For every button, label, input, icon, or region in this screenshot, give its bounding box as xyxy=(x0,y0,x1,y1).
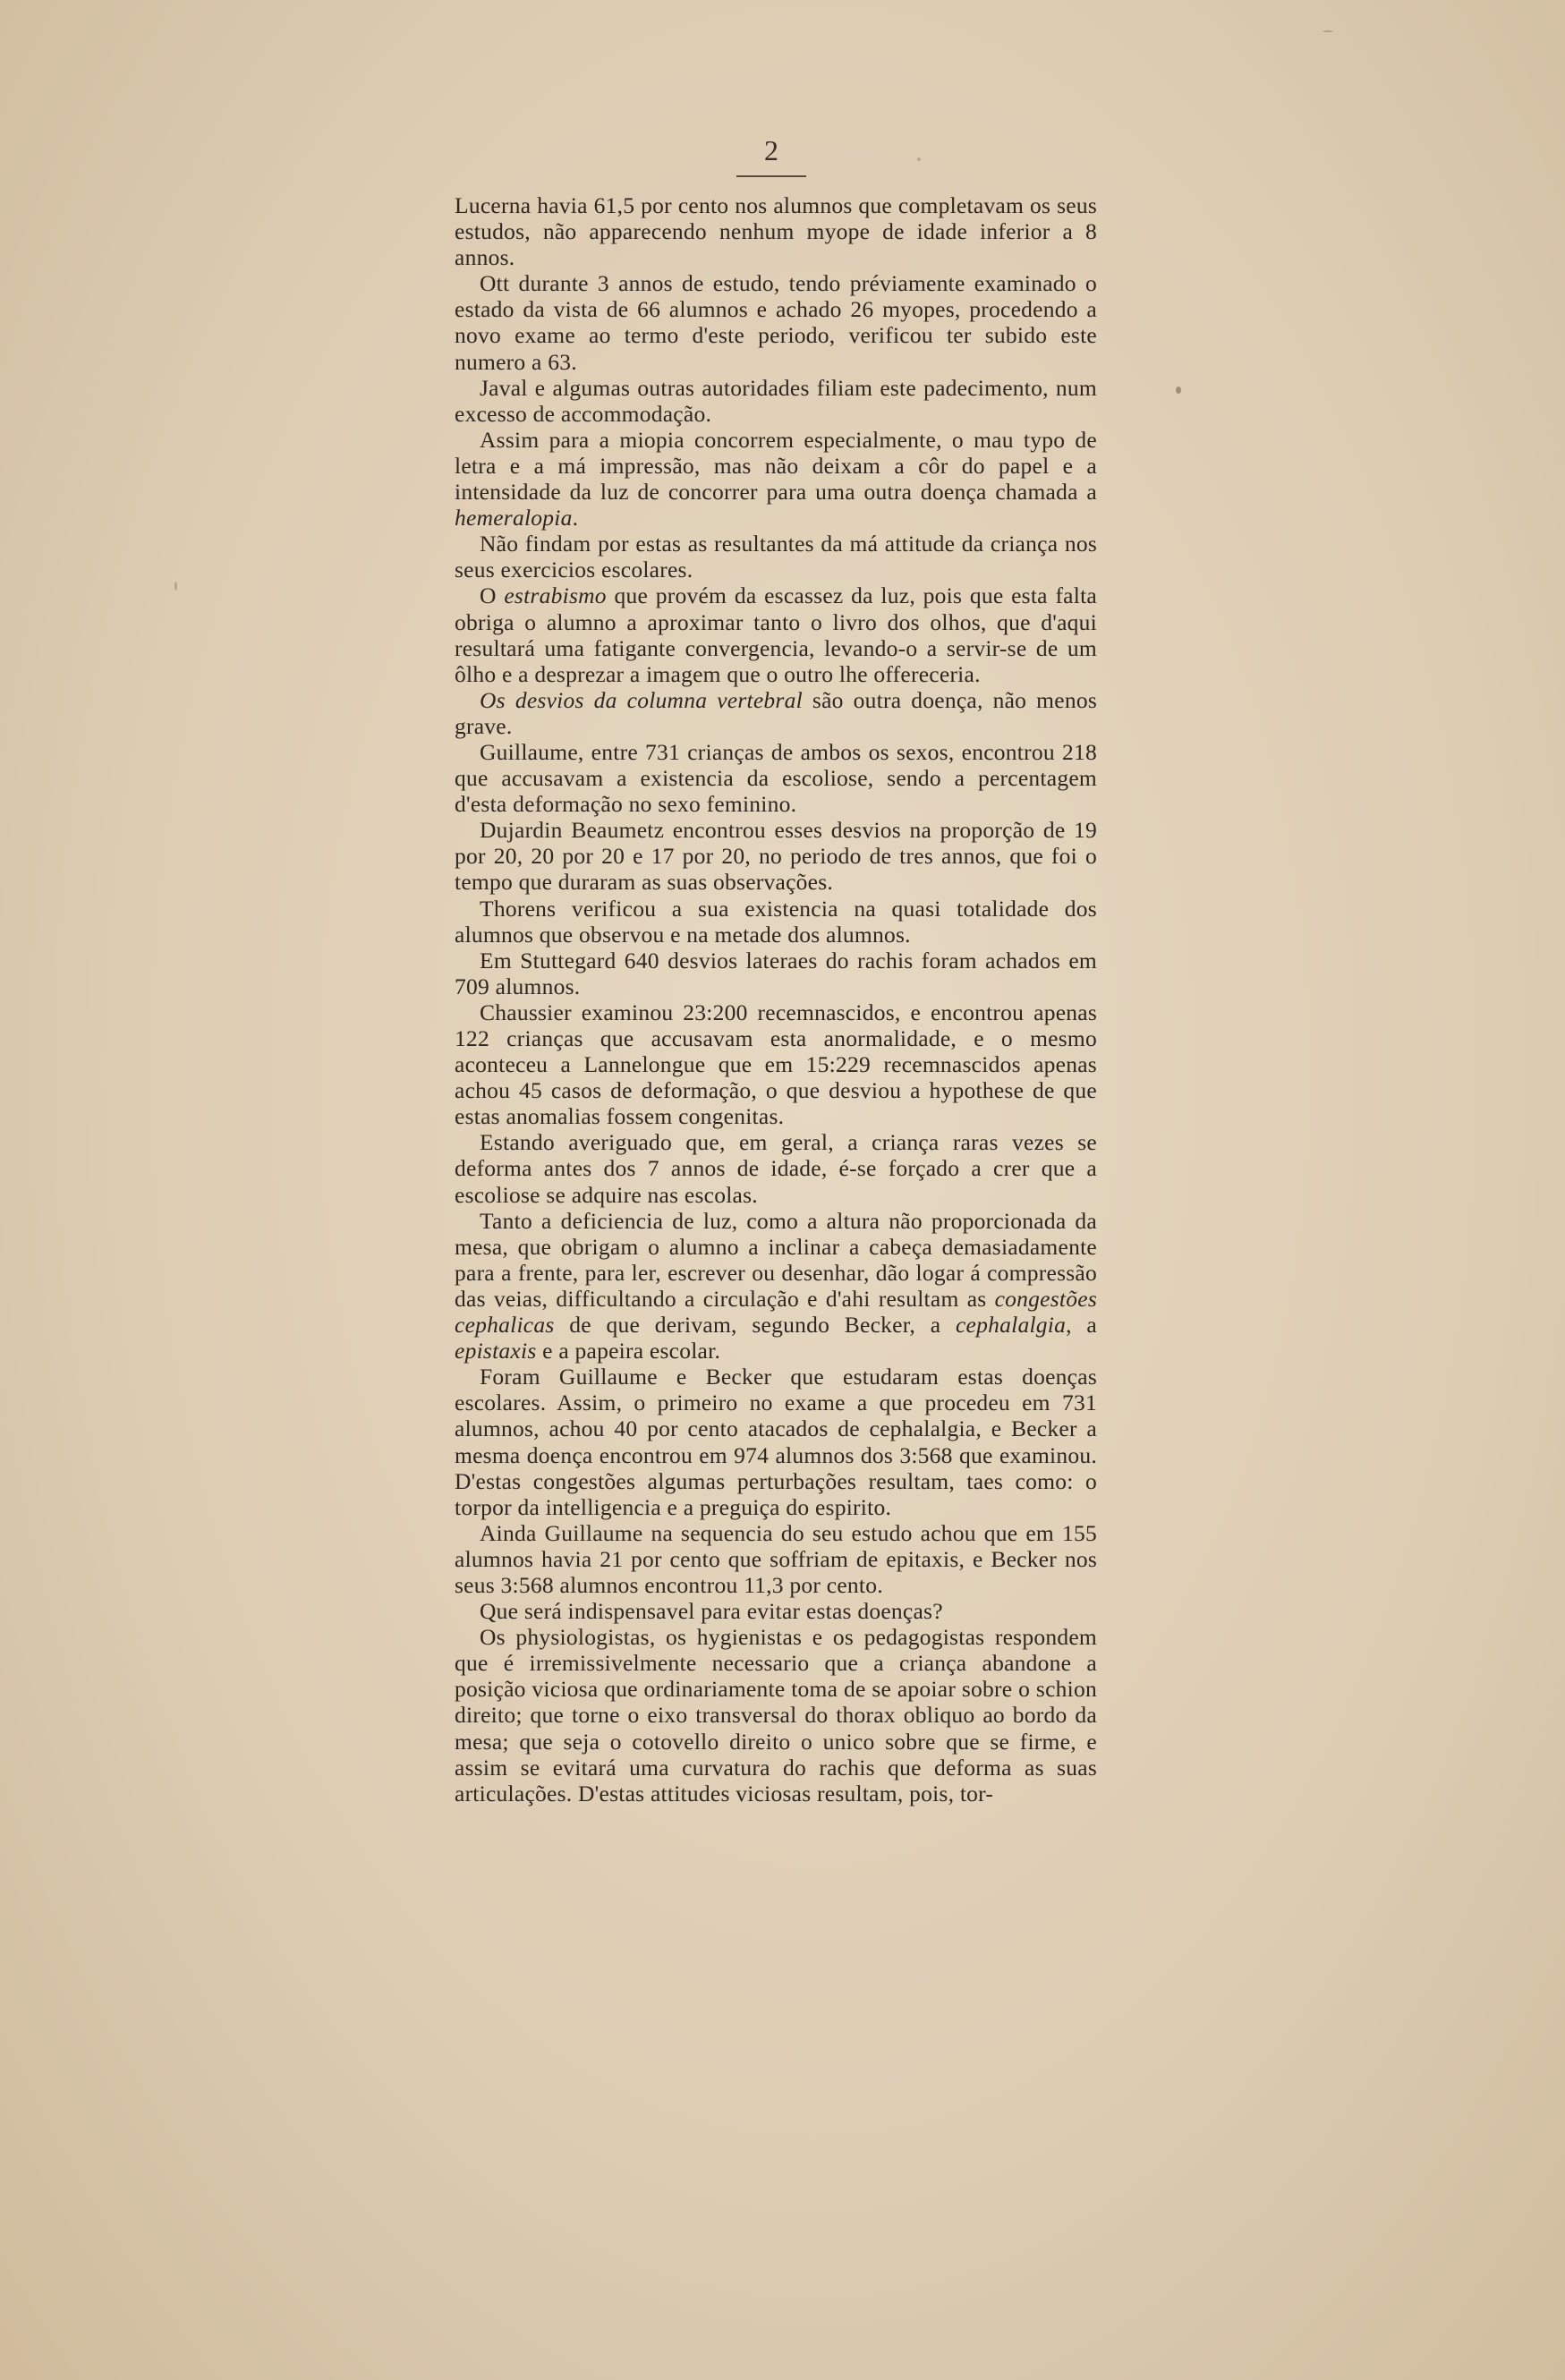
paragraph xyxy=(455,1364,1097,1520)
text-run: Ainda Guillaume na sequencia do seu estudo achou que em 155 alumnos havia 21 por cento que soffriam de epitaxis, e Becker nos seus 3:568 alumnos encontrou 11,3 por cento. xyxy=(455,1519,1097,1598)
paragraph xyxy=(455,192,1097,270)
text-run: Javal e algumas outras autoridades filiam este padecimento, num excesso de accommodação. xyxy=(455,374,1097,427)
text-run: Chaussier examinou 23:200 recemnascidos, e encontrou apenas 122 crianças que accusavam esta anormalidade, e o mesmo aconteceu a Lannelongue que em 15:229 recemnascidos apenas achou 45 casos de deformação, o que desviou a hypothese de que estas anomalias fossem congenitas. xyxy=(455,999,1097,1130)
text-run: Thorens verificou a sua existencia na quasi totalidade dos alumnos que observou e na metade dos alumnos. xyxy=(455,895,1097,948)
text-run: Os physiologistas, os hygienistas e os pedagogistas respondem que é irremissivelmente necessario que a criança abandone a posição viciosa que ordinariamente toma de se apoiar sobre o schion direito; que torne o eixo transversal do thorax obliquo ao bordo da mesa; que seja o cotovello direito o unico sobre que se firme, e assim se evitará uma curvatura do rachis que deforma as suas articulações. D'estas attitudes viciosas resultam, pois, tor- xyxy=(455,1624,1097,1806)
body-text xyxy=(455,192,1097,1806)
paper-speck xyxy=(1323,30,1333,32)
italic-term: cephalalgia xyxy=(955,1312,1067,1339)
text-run: Que será indispensavel para evitar estas doenças? xyxy=(480,1598,943,1625)
paragraph xyxy=(455,999,1097,1129)
paragraph xyxy=(455,1598,1097,1624)
paragraph xyxy=(455,1208,1097,1364)
text-run: O xyxy=(480,582,505,609)
paragraph xyxy=(455,582,1097,686)
paper-speck xyxy=(917,157,921,161)
text-run: Dujardin Beaumetz encontrou esses desvios na proporção de 19 por 20, 20 por 20 e 17 por 20, no periodo de tres annos, que foi o tempo que duraram as suas observações. xyxy=(455,817,1097,896)
text-run: Assim para a miopia concorrem especialmente, o mau typo de letra e a má impressão, mas não deixam a côr do papel e a intensidade da luz de concorrer para uma outra doença chamada a xyxy=(455,426,1097,506)
text-run: de que derivam, segundo Becker, a xyxy=(554,1312,956,1339)
italic-term: estrabismo xyxy=(504,582,607,609)
paragraph xyxy=(455,270,1097,374)
text-run: Guillaume, entre 731 crianças de ambos os sexos, encontrou 218 que accusavam a existencia da escoliose, sendo a percentagem d'esta deformação no sexo feminino. xyxy=(455,738,1097,818)
paragraph xyxy=(455,687,1097,739)
text-run: Tanto a deficiencia de luz, como a altura não proporcionada da mesa, que obrigam o alumno a inclinar a cabeça demasiadamente para a frente, para ler, escrever ou desenhar, dão logar á compressão das veias, difficultando a circulação e d'ahi resultam as xyxy=(455,1207,1097,1312)
paragraph xyxy=(455,531,1097,582)
page-number: 2 xyxy=(764,134,778,166)
paragraph xyxy=(455,1624,1097,1806)
italic-term: Os desvios da columna vertebral xyxy=(480,686,803,713)
paragraph xyxy=(455,817,1097,895)
text-run: Estando averiguado que, em geral, a criança raras vezes se deforma antes dos 7 annos de idade, é-se forçado a crer que a escoliose se adquire nas escolas. xyxy=(455,1129,1097,1208)
text-run: Ott durante 3 annos de estudo, tendo préviamente examinado o estado da vista de 66 alumnos e achado 26 myopes, procedendo a novo exame ao termo d'este periodo, verificou ter subido este numero a 63. xyxy=(455,270,1097,375)
paper-speck xyxy=(1176,387,1181,394)
paragraph xyxy=(455,375,1097,427)
paragraph xyxy=(455,948,1097,999)
text-run: e a papeira escolar. xyxy=(536,1338,721,1364)
text-run: Foram Guillaume e Becker que estudaram estas doenças escolares. Assim, o primeiro no exame a que procedeu em 731 alumnos, achou 40 por cento atacados de cephalalgia, e Becker a mesma doença encontrou em 974 alumnos dos 3:568 que examinou. D'estas congestões algumas perturbações resultam, taes como: o torpor da intelligencia e a preguiça do espirito. xyxy=(455,1364,1097,1520)
paragraph xyxy=(455,739,1097,817)
italic-term: epistaxis xyxy=(455,1338,537,1364)
text-run: Em Stuttegard 640 desvios lateraes do rachis foram achados em 709 alumnos. xyxy=(455,947,1097,999)
paragraph xyxy=(455,1129,1097,1207)
italic-term: hemeralopia xyxy=(455,505,573,531)
text-run: que provém da escassez da luz, pois que esta falta obriga o alumno a aproximar tanto o livro dos olhos, que d'aqui resultará uma fatigante convergencia, levando-o a servir-se de um ôlho e a desprezar a imagem que o outro lhe offereceria. xyxy=(455,582,1097,687)
text-run: são outra doença, não menos grave. xyxy=(455,686,1097,739)
text-run: . xyxy=(572,505,579,531)
page-number-rule xyxy=(736,175,806,177)
paragraph xyxy=(455,896,1097,948)
italic-term: congestões cephalicas xyxy=(455,1285,1097,1339)
text-run: Lucerna havia 61,5 por cento nos alumnos que completavam os seus estudos, não apparecendo nenhum myope de idade inferior a 8 annos. xyxy=(455,192,1097,271)
paragraph xyxy=(455,427,1097,531)
text-run: Não findam por estas as resultantes da má attitude da criança nos seus exercicios escolares. xyxy=(455,531,1097,583)
text-run: , a xyxy=(1066,1312,1097,1339)
paper-speck xyxy=(174,582,177,591)
paragraph xyxy=(455,1520,1097,1598)
